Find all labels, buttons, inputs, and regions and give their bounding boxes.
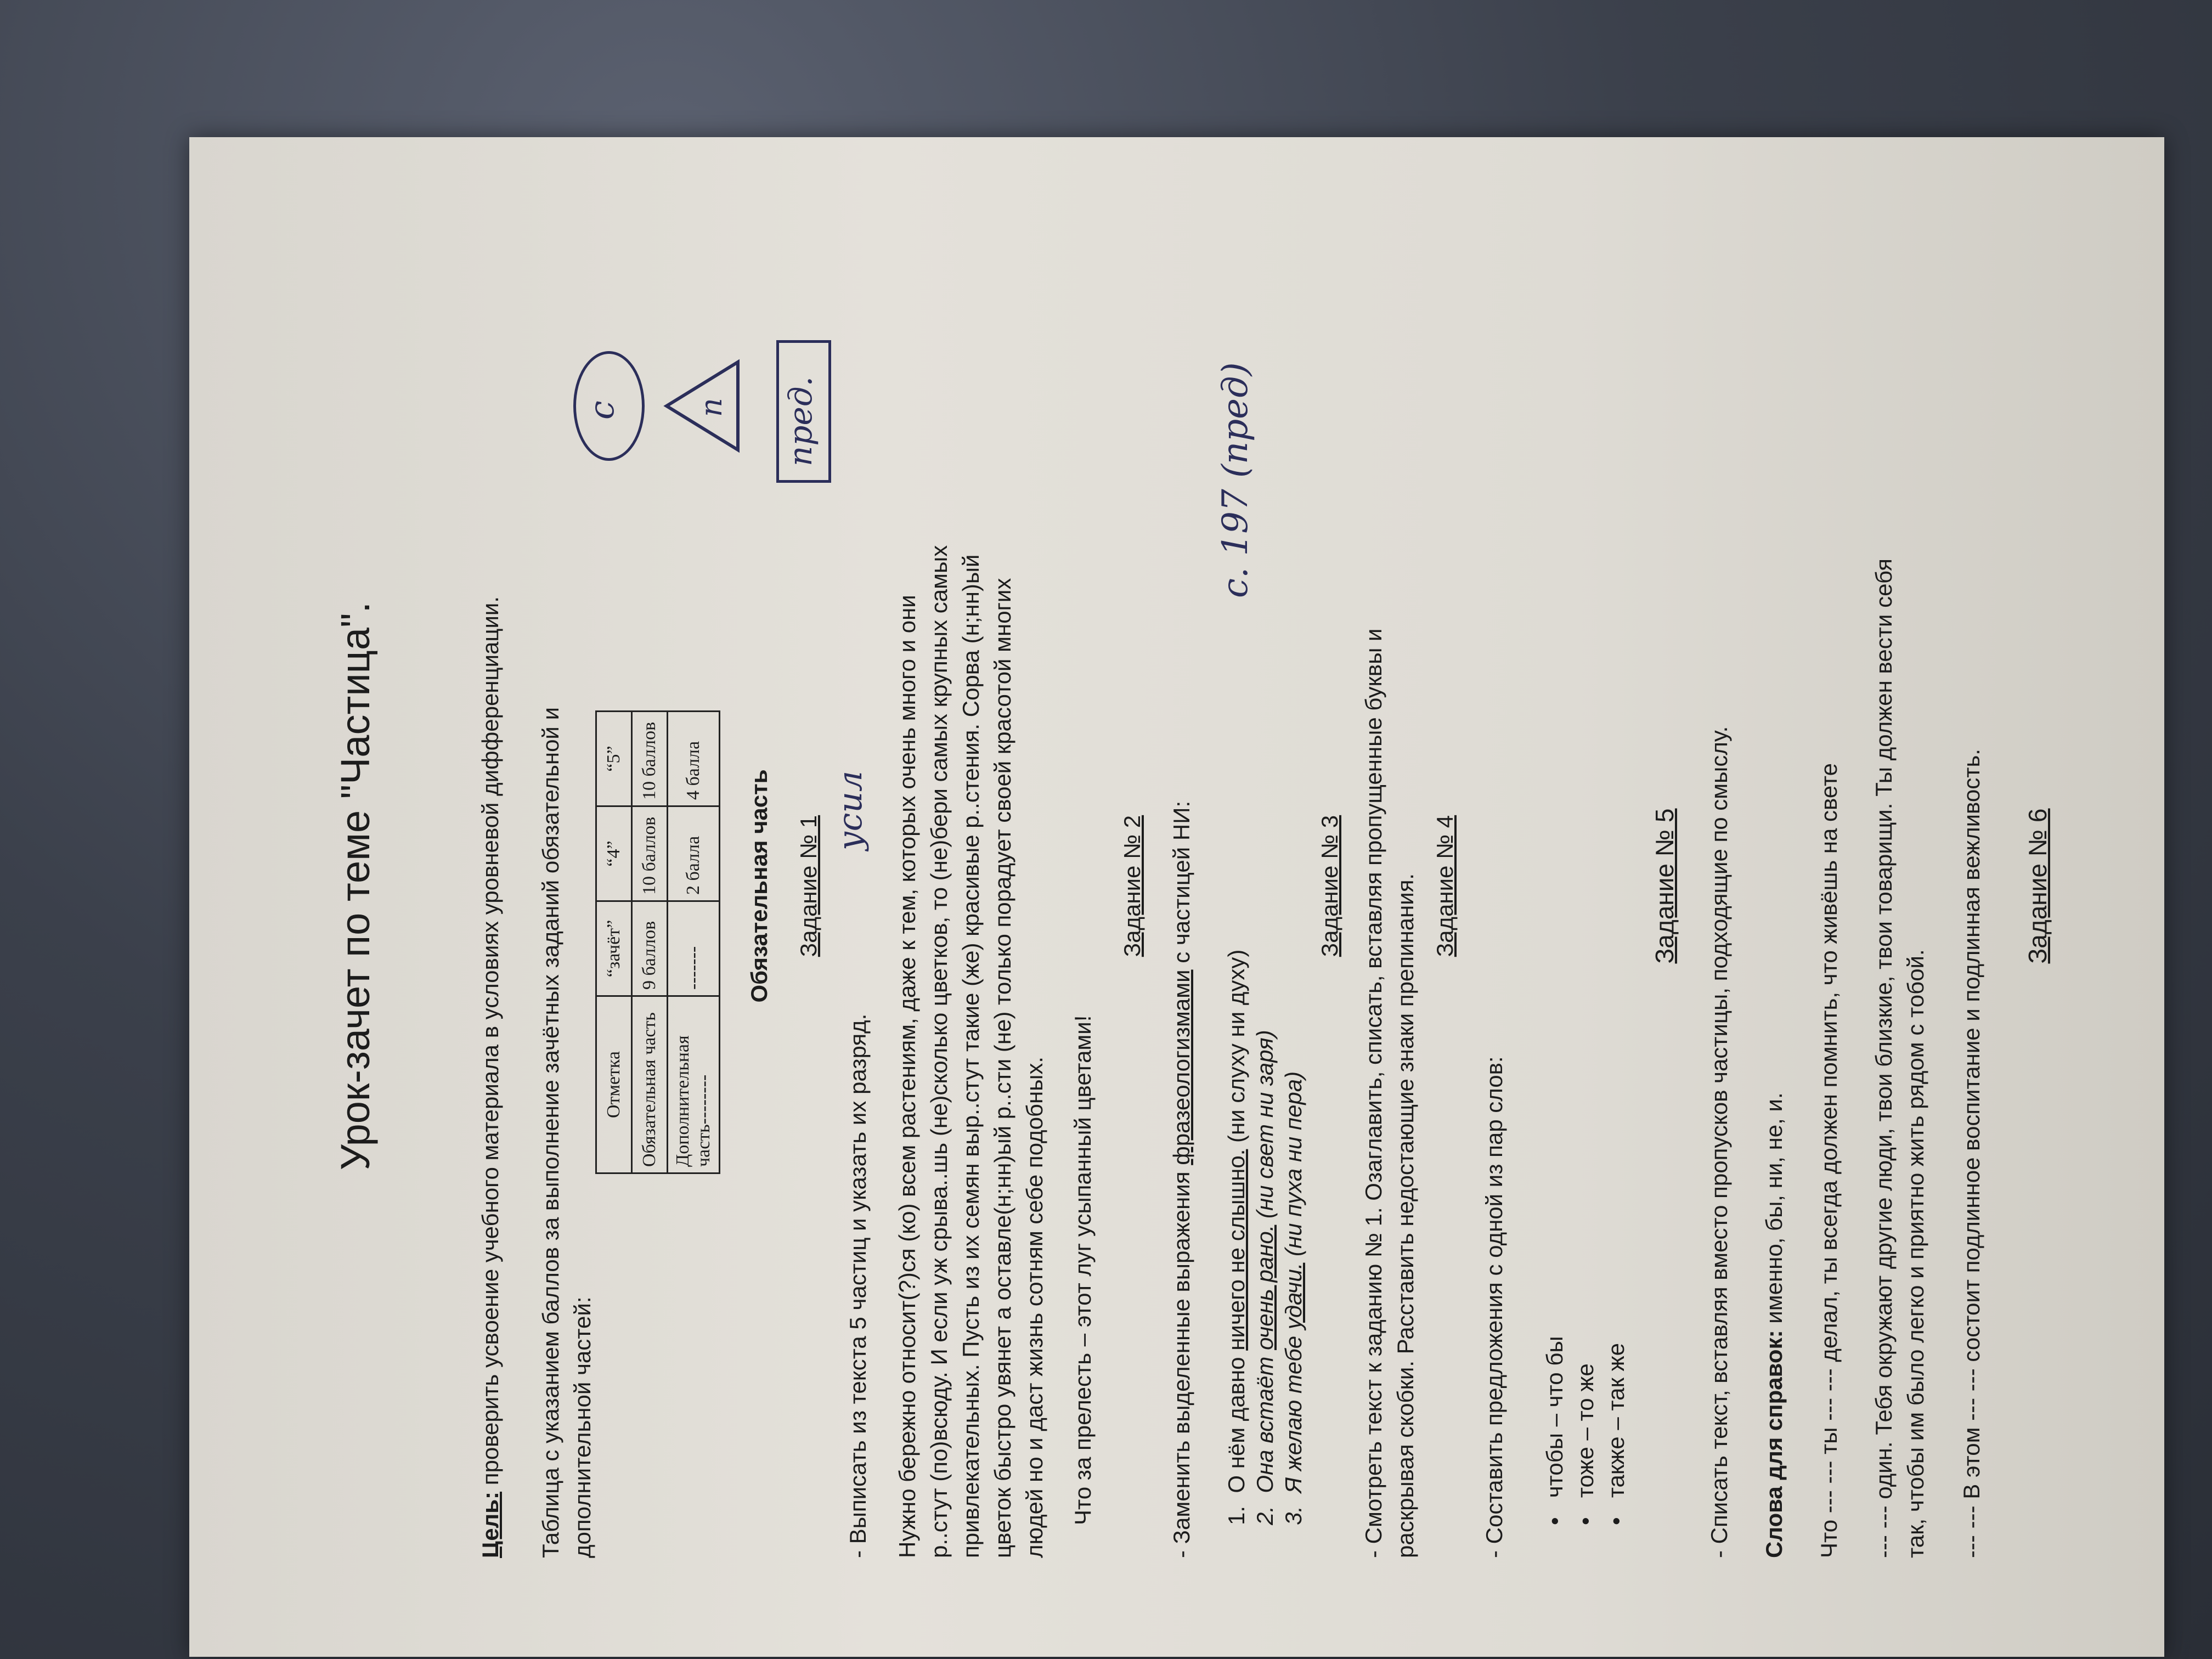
task4-instruction: - Составить предложения с одной из пар слов: xyxy=(1481,1056,1507,1558)
handwritten-grade-c: с xyxy=(582,400,622,420)
task2-item-num: 3. xyxy=(1280,1505,1306,1525)
table-cell: ------- xyxy=(668,901,720,996)
task5-heading: Задание № 5 xyxy=(1650,808,1679,964)
table-caption-line2: дополнительной частей: xyxy=(569,1296,595,1558)
task2-heading: Задание № 2 xyxy=(1119,815,1145,957)
task5-line: --- --- В этом --- --- состоит подлинное воспитание и подлинная вежливость. xyxy=(1959,748,1984,1558)
task2-item-phrase: очень рано. xyxy=(1252,1224,1278,1350)
task2-instruction-post: с частицей НИ: xyxy=(1169,800,1194,970)
table-cell: 10 баллов xyxy=(632,806,668,901)
task2-item-pre: О нём давно xyxy=(1223,1350,1249,1493)
section-required-heading: Обязательная часть xyxy=(746,769,772,1003)
table-row xyxy=(668,712,720,1173)
handwritten-grade-p: п xyxy=(694,398,729,417)
task1-text-line: цветок быстро увянет а оставле(н;нн)ый р..сти (не) только порадует своей красотой многих xyxy=(990,578,1015,1558)
task2-item-phrase: ничего не слышно. xyxy=(1223,1149,1249,1351)
task4-pair: • также – так же xyxy=(1603,1343,1629,1525)
task1-text-line: привлекательных. Пусть из их семян выр..стут такие (же) красивые р..стения. Сорва (н;нн)ый xyxy=(958,554,984,1558)
task1-heading: Задание № 1 xyxy=(795,815,821,957)
task3-text-line: - Смотреть текст к заданию № 1. Озаглавить, списать, вставляя пропущенные буквы и xyxy=(1361,628,1386,1558)
task6-heading: Задание № 6 xyxy=(2023,808,2052,964)
task4-pair-text: чтобы – что бы xyxy=(1542,1336,1567,1498)
worksheet-rotated-content xyxy=(189,137,2164,1657)
task5-line: Что --- --- ты --- --- делал, ты всегда должен помнить, что живёшь на свете xyxy=(1816,763,1842,1558)
table-cell: 4 балла xyxy=(668,712,720,806)
task2-item-hint: (ни пуха ни пера) xyxy=(1280,1071,1306,1263)
task5-reference xyxy=(1758,1092,1790,1558)
task2-item xyxy=(1249,1030,1281,1525)
task1-text-line: людей но и даст жизнь сотням себе подобных. xyxy=(1022,1056,1047,1558)
worksheet-paper xyxy=(189,137,2164,1657)
task5-reference-words: именно, бы, ни, не, и. xyxy=(1761,1092,1787,1330)
task5-instruction: - Списать текст, вставляя вместо пропусков частицы, подходящие по смыслу. xyxy=(1706,726,1732,1558)
task4-pair: • тоже – то же xyxy=(1572,1363,1598,1525)
handwritten-pred-note: пред. xyxy=(782,376,819,466)
task2-item xyxy=(1278,1071,1310,1525)
task3-text-line: раскрывая скобки. Расставить недостающие знаки препинания. xyxy=(1392,873,1418,1558)
table-header-cell: “4” xyxy=(596,806,632,901)
task2-item-pre: Я желаю тебе xyxy=(1280,1329,1306,1493)
table-cell: 10 баллов xyxy=(632,712,668,806)
task2-item xyxy=(1221,950,1252,1525)
table-cell: 2 балла xyxy=(668,806,720,901)
handwritten-uch-note: усил xyxy=(831,770,870,850)
task2-item-phrase: удачи. xyxy=(1280,1262,1306,1330)
table-header-cell: Отметка xyxy=(596,996,632,1173)
task4-heading: Задание № 4 xyxy=(1432,815,1458,957)
table-cell: Обязательная часть xyxy=(632,996,668,1173)
table-cell: 9 баллов xyxy=(632,901,668,996)
task2-item-num: 1. xyxy=(1223,1505,1249,1525)
task2-instruction xyxy=(1166,801,1198,1558)
task1-text-line: Нужно бережно относит(?)ся (ко) всем растениям, даже к тем, которых очень много и они xyxy=(894,595,920,1558)
task2-item-hint: (ни слуху ни духу) xyxy=(1223,949,1249,1149)
task2-item-num: 2. xyxy=(1252,1505,1278,1525)
task4-pair: • чтобы – что бы xyxy=(1542,1336,1567,1525)
table-cell: Дополнительная часть-------- xyxy=(668,996,720,1173)
task4-pair-text: также – так же xyxy=(1603,1343,1629,1498)
task2-item-pre: Она встаёт xyxy=(1252,1350,1278,1493)
task3-heading: Задание № 3 xyxy=(1317,815,1342,957)
task2-instruction-pre: - Заменить выделенные выражения xyxy=(1169,1165,1194,1558)
task5-line: так, чтобы им было легко и приятно жить рядом с тобой. xyxy=(1903,949,1928,1558)
task1-closing: Что за прелесть – этот луг усыпанный цветами! xyxy=(1070,1015,1096,1525)
task5-reference-label: Слова для справок: xyxy=(1761,1330,1787,1558)
task4-pair-text: тоже – то же xyxy=(1572,1363,1598,1498)
grade-table xyxy=(595,710,720,1174)
task1-text-line: р..стут (по)всюду. И если уж срыва..шь (не)сколько цветков, то (не)бери самых крупных самых xyxy=(926,545,952,1558)
table-row-header xyxy=(596,712,632,1173)
table-header-cell: “зачёт” xyxy=(596,901,632,996)
task1-instruction: - Выписать из текста 5 частиц и указать их разряд. xyxy=(845,1013,871,1558)
table-caption-line1: Таблица с указанием баллов за выполнение зачётных заданий обязательной и xyxy=(538,707,563,1558)
goal-text: проверить усвоение учебного материала в условиях уровневой дифференциации. xyxy=(477,596,503,1492)
goal-label: Цель: xyxy=(477,1491,503,1558)
goal-line xyxy=(475,596,506,1558)
table-row xyxy=(632,712,668,1173)
page-title: Урок-зачет по теме "Частица". xyxy=(332,601,378,1171)
table-header-cell: “5” xyxy=(596,712,632,806)
handwritten-page-ref: с. 197 (пред) xyxy=(1215,362,1256,598)
task5-line: --- --- один. Тебя окружают другие люди, твои близкие, твои товарищи. Ты должен вести себя xyxy=(1871,558,1897,1558)
task2-instruction-underlined: фразеологизмами xyxy=(1169,969,1194,1165)
task2-item-hint: (ни свет ни заря) xyxy=(1252,1030,1278,1225)
